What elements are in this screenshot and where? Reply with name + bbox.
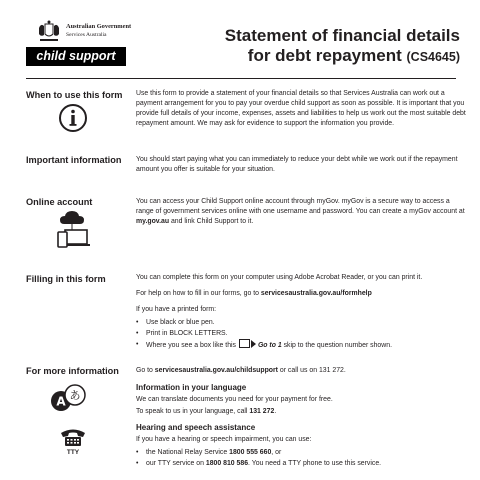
mygov-link[interactable]: my.gov.au	[136, 218, 170, 225]
government-name: Australian Government	[66, 23, 132, 30]
language-subheading: Information in your language	[136, 383, 247, 392]
arrow-right-icon	[251, 340, 256, 348]
language-icon-japanese: あ	[69, 389, 81, 402]
more-information-text: Go to servicesaustralia.gov.au/childsupport or call us on 131 272. Information in your language We can translate documents you need for your payment for free. To speak to us in your language, call 131 272. Hearing and speech assistance If you have a hearing or speech impairment, you can use: • the National Relay Service 1800 555 660, or • our TTY service on 1800 810 586. You need a TTY phone to use this service.	[136, 366, 466, 473]
list-item: • Use black or blue pen.	[136, 317, 466, 328]
when-to-use-text: Use this form to provide a statement of your financial details so that Services Australia can work out a payment arrangement for you to pay your overdue child support as soon as possible. It is important that you provide full details of your income, expenses, assets and liabilities to help us work out the most suitable debt repayment amount. We may ask for evidence to support the information you provide.	[136, 90, 466, 127]
list-item: • Print in BLOCK LETTERS.	[136, 328, 466, 339]
formhelp-link[interactable]: servicesaustralia.gov.au/formhelp	[260, 290, 372, 297]
form-code: (CS4645)	[406, 50, 460, 64]
agency-name: Services Australia	[66, 32, 107, 38]
header-divider	[26, 78, 456, 79]
heading-filling-in: Filling in this form	[26, 274, 106, 284]
child-support-banner: child support	[26, 47, 126, 66]
heading-more-information: For more information	[26, 366, 119, 376]
tty-phone-icon	[58, 425, 88, 455]
language-icon	[50, 384, 88, 414]
heading-when-to-use: When to use this form	[26, 90, 123, 100]
coat-of-arms-icon	[36, 20, 62, 44]
heading-important-information: Important information	[26, 155, 122, 165]
heading-online-account: Online account	[26, 197, 93, 207]
hearing-subheading: Hearing and speech assistance	[136, 423, 256, 432]
important-text: You should start paying what you can immediately to reduce your debt while we work out if the repayment amount you offer is suitable for your situation.	[136, 156, 458, 173]
list-item: • Where you see a box like this Go to 1 skip to the question number shown.	[136, 339, 466, 351]
form-title: Statement of financial details for debt repayment (CS4645)	[224, 26, 460, 65]
list-item: • our TTY service on 1800 810 586. You need a TTY phone to use this service.	[136, 458, 466, 469]
info-icon	[58, 103, 88, 133]
childsupport-link[interactable]: servicesaustralia.gov.au/childsupport	[154, 367, 278, 374]
filling-in-text: You can complete this form on your computer using Adobe Acrobat Reader, or you can print it. For help on how to fill in our forms, go to servicesaustralia.gov.au/formhelp If you have a printed form: • Use black or blue pen. • Print in BLOCK LETTERS. • Where you see a box like this Go to 1 skip to the question number shown.	[136, 273, 466, 355]
devices-cloud-icon	[56, 210, 90, 250]
goto-box-icon	[239, 339, 250, 348]
list-item: • the National Relay Service 1800 555 660, or	[136, 447, 466, 458]
language-icon-latin: A	[56, 394, 66, 409]
tty-label: TTY	[66, 449, 80, 455]
online-account-text: You can access your Child Support online account through myGov. myGov is a secure way to access a range of government services online with one username and password. You can create a myGov account at my.gov.au and link Child Support to it.	[136, 198, 465, 225]
